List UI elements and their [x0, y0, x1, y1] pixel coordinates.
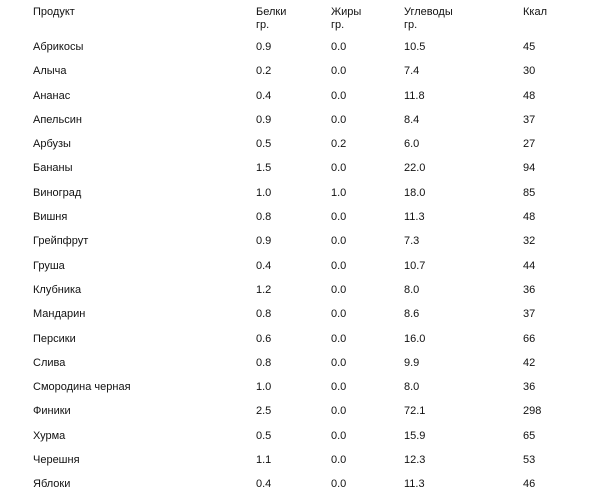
product-name-cell: Клубника	[33, 283, 82, 296]
fat-cell: 0.0	[331, 356, 347, 369]
table-row	[0, 108, 600, 132]
kcal-cell: 48	[523, 89, 536, 102]
fat-cell: 0.0	[331, 283, 347, 296]
carbs-cell: 11.3	[404, 211, 425, 224]
kcal-cell: 66	[523, 332, 536, 345]
carbs-cell: 12.3	[404, 454, 426, 467]
protein-cell: 0.9	[256, 41, 272, 53]
product-name-cell: Алыча	[33, 65, 67, 78]
product-name-cell: Абрикосы	[33, 41, 84, 53]
carbs-cell: 7.4	[404, 65, 420, 78]
fat-cell: 0.0	[331, 405, 347, 418]
protein-cell: 1.1	[256, 454, 272, 467]
kcal-cell: 32	[523, 235, 536, 248]
carbs-cell: 10.7	[404, 259, 426, 272]
header-kcal-label: Ккал	[523, 6, 547, 18]
fat-cell: 0.0	[331, 211, 347, 224]
header-protein-label: Белки	[256, 6, 287, 18]
fat-cell: 0.0	[331, 65, 347, 78]
table-row	[0, 472, 600, 496]
header-carbs-label: Углеводы	[404, 6, 453, 18]
table-header	[0, 6, 600, 36]
table-row	[0, 424, 600, 448]
product-name-cell: Виноград	[33, 186, 82, 199]
carbs-cell: 9.9	[404, 356, 420, 369]
carbs-cell: 72.1	[404, 405, 426, 418]
product-name-cell: Яблоки	[33, 478, 71, 491]
product-name-cell: Груша	[33, 259, 65, 272]
kcal-cell: 36	[523, 381, 536, 394]
protein-cell: 0.2	[256, 65, 272, 78]
table-row	[0, 35, 600, 59]
protein-cell: 2.5	[256, 405, 272, 418]
table-row	[0, 399, 600, 423]
table-row	[0, 448, 600, 472]
product-name-cell: Слива	[33, 356, 66, 369]
fat-cell: 0.0	[331, 259, 347, 272]
table-row	[0, 132, 600, 156]
product-name-cell: Хурма	[33, 429, 66, 442]
fat-cell: 0.0	[331, 454, 347, 467]
carbs-cell: 11.8	[404, 89, 425, 102]
protein-cell: 0.8	[256, 211, 272, 224]
header-product	[33, 6, 75, 19]
carbs-cell: 8.0	[404, 283, 420, 296]
carbs-cell: 8.0	[404, 381, 420, 394]
protein-cell: 1.2	[256, 283, 272, 296]
fat-cell: 0.0	[331, 162, 347, 175]
header-fat-unit: гр.	[331, 19, 345, 31]
product-name-cell: Черешня	[33, 454, 80, 467]
kcal-cell: 36	[523, 283, 536, 296]
fat-cell: 0.0	[331, 478, 347, 491]
table-row	[0, 278, 600, 302]
protein-cell: 0.4	[256, 89, 272, 102]
table-row	[0, 327, 600, 351]
product-name-cell: Смородина черная	[33, 381, 131, 394]
product-name-cell: Вишня	[33, 211, 68, 224]
table-row	[0, 156, 600, 180]
carbs-cell: 8.6	[404, 308, 420, 321]
carbs-cell: 22.0	[404, 162, 426, 175]
protein-cell: 0.9	[256, 235, 272, 248]
protein-cell: 1.5	[256, 162, 272, 175]
header-protein	[256, 6, 286, 32]
header-protein-unit: гр.	[256, 19, 270, 31]
product-name-cell: Финики	[33, 405, 71, 418]
kcal-cell: 37	[523, 308, 536, 321]
header-product-label: Продукт	[33, 6, 75, 18]
table-row	[0, 254, 600, 278]
kcal-cell: 48	[523, 211, 536, 224]
table-row	[0, 229, 600, 253]
kcal-cell: 44	[523, 259, 536, 272]
product-name-cell: Ананас	[33, 89, 71, 102]
product-name-cell: Апельсин	[33, 113, 82, 126]
header-carbs	[404, 6, 453, 32]
fat-cell: 0.0	[331, 41, 347, 53]
kcal-cell: 42	[523, 356, 536, 369]
kcal-cell: 53	[523, 454, 536, 467]
fat-cell: 0.0	[331, 308, 347, 321]
fat-cell: 0.0	[331, 113, 347, 126]
protein-cell: 0.5	[256, 138, 272, 151]
protein-cell: 0.5	[256, 429, 272, 442]
protein-cell: 0.6	[256, 332, 272, 345]
protein-cell: 0.4	[256, 478, 272, 491]
kcal-cell: 46	[523, 478, 536, 491]
table-row	[0, 205, 600, 229]
kcal-cell: 65	[523, 429, 536, 442]
kcal-cell: 30	[523, 65, 536, 78]
table-row	[0, 181, 600, 205]
kcal-cell: 37	[523, 113, 536, 126]
fat-cell: 0.0	[331, 89, 347, 102]
kcal-cell: 85	[523, 186, 536, 199]
table-row	[0, 375, 600, 399]
header-kcal	[523, 6, 547, 19]
protein-cell: 1.0	[256, 381, 272, 394]
product-name-cell: Персики	[33, 332, 76, 345]
fat-cell: 0.0	[331, 429, 347, 442]
protein-cell: 0.8	[256, 356, 272, 369]
product-name-cell: Грейпфрут	[33, 235, 89, 248]
kcal-cell: 27	[523, 138, 536, 151]
carbs-cell: 10.5	[404, 41, 426, 53]
kcal-cell: 298	[523, 405, 542, 418]
protein-cell: 0.9	[256, 113, 272, 126]
carbs-cell: 15.9	[404, 429, 426, 442]
fat-cell: 0.0	[331, 381, 347, 394]
header-carbs-unit: гр.	[404, 19, 418, 31]
product-name-cell: Арбузы	[33, 138, 71, 151]
carbs-cell: 7.3	[404, 235, 420, 248]
table-row	[0, 351, 600, 375]
table-row	[0, 302, 600, 326]
header-fat	[331, 6, 361, 32]
carbs-cell: 16.0	[404, 332, 426, 345]
kcal-cell: 94	[523, 162, 536, 175]
carbs-cell: 11.3	[404, 478, 425, 491]
product-name-cell: Мандарин	[33, 308, 86, 321]
fat-cell: 0.2	[331, 138, 347, 151]
fat-cell: 0.0	[331, 235, 347, 248]
carbs-cell: 6.0	[404, 138, 420, 151]
protein-cell: 1.0	[256, 186, 272, 199]
fat-cell: 0.0	[331, 332, 347, 345]
kcal-cell: 45	[523, 41, 536, 53]
carbs-cell: 8.4	[404, 113, 420, 126]
product-name-cell: Бананы	[33, 162, 73, 175]
table-row	[0, 59, 600, 83]
table-row	[0, 84, 600, 108]
fat-cell: 1.0	[331, 186, 347, 199]
header-fat-label: Жиры	[331, 6, 362, 18]
table-body	[0, 35, 600, 497]
carbs-cell: 18.0	[404, 186, 426, 199]
protein-cell: 0.8	[256, 308, 272, 321]
protein-cell: 0.4	[256, 259, 272, 272]
